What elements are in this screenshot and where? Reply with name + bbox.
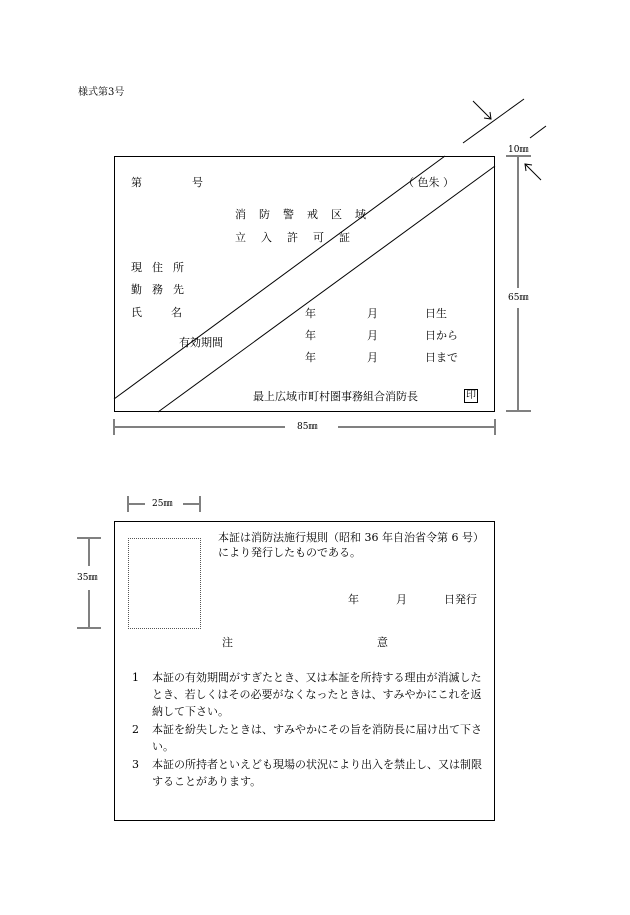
- stripe-arrow-bottom: [525, 164, 541, 180]
- issue-year: 年: [348, 593, 359, 606]
- field-workplace-label: 勤務先: [131, 283, 194, 296]
- valid-until-year: 年: [305, 351, 316, 364]
- notes-heading-left: 注: [222, 636, 233, 649]
- valid-until-month: 月: [367, 351, 378, 364]
- height-label: 65㎜: [508, 293, 529, 303]
- stripe-extension-right: [530, 126, 546, 138]
- card-title-line2: 立入許可証: [235, 231, 365, 244]
- note-number: 3: [132, 758, 139, 771]
- notes-heading-right: 意: [377, 636, 388, 649]
- issue-day: 日発行: [444, 593, 477, 606]
- valid-from-day: 日から: [425, 329, 458, 342]
- notes-list: [132, 669, 492, 791]
- number-prefix: 第: [131, 176, 142, 189]
- photo-width-label: 25㎜: [152, 499, 173, 509]
- validity-label: 有効期間: [179, 336, 223, 349]
- certification-line1: 本証は消防法施行規則（昭和 36 年自治省令第 6 号）: [218, 531, 484, 544]
- note-item: [132, 669, 492, 720]
- valid-from-month: 月: [367, 329, 378, 342]
- color-note: （ 色朱 ）: [403, 176, 454, 189]
- form-label: 様式第3号: [78, 87, 125, 98]
- birth-year: 年: [305, 307, 316, 320]
- stripe-extension-left: [463, 99, 524, 143]
- valid-from-year: 年: [305, 329, 316, 342]
- note-number: 1: [132, 671, 139, 684]
- field-name-label: 氏 名: [131, 306, 191, 319]
- note-text: 本証の有効期間がすぎたとき、又は本証を所持する理由が消滅したとき、若しくはその必要がなくなったときは、すみやかにこれを返納して下さい。: [152, 671, 482, 718]
- width-label: 85㎜: [297, 422, 318, 432]
- photo-height-label: 35㎜: [77, 573, 98, 583]
- number-suffix: 号: [192, 176, 203, 189]
- note-text: 本証を紛失したときは、すみやかにその旨を消防長に届け出て下さい。: [152, 723, 482, 753]
- issuer: 最上広域市町村圏事務組合消防長: [253, 390, 418, 403]
- note-text: 本証の所持者といえども現場の状況により出入を禁止し、又は制限することがあります。: [152, 758, 482, 788]
- birth-day: 日生: [425, 307, 447, 320]
- stripe-width-label: 10㎜: [508, 145, 529, 155]
- note-item: [132, 721, 492, 755]
- card-title-line1: 消防警戒区域: [235, 208, 379, 221]
- note-item: [132, 756, 492, 790]
- stripe-line-right: [158, 166, 495, 412]
- photo-area: [128, 538, 201, 629]
- stripe-arrow-top: [473, 101, 491, 119]
- certification-line2: により発行したものである。: [218, 546, 361, 559]
- issue-month: 月: [396, 593, 407, 606]
- valid-until-day: 日まで: [425, 351, 458, 364]
- field-address-label: 現住所: [131, 261, 194, 274]
- stripe-line-left: [114, 156, 445, 399]
- note-number: 2: [132, 723, 139, 736]
- birth-month: 月: [367, 307, 378, 320]
- seal-mark: 印: [466, 390, 476, 401]
